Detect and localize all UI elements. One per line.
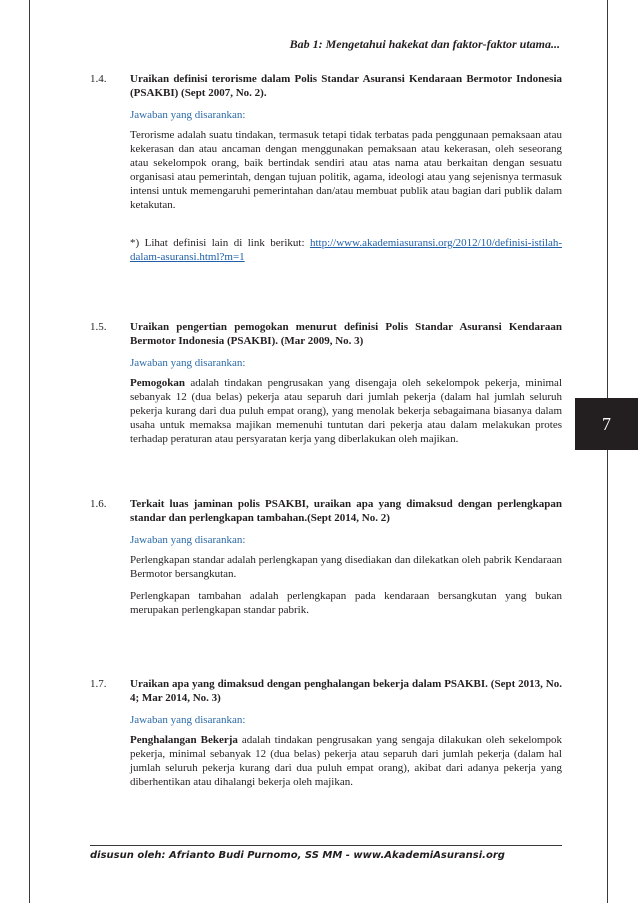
- question-1-5: [90, 320, 562, 446]
- question-title: Terkait luas jaminan polis PSAKBI, uraikan apa yang dimaksud dengan perlengkapan standar dan perlengkapan tambahan.(Sept 2014, No. 2): [130, 498, 562, 524]
- question-1-7: [90, 677, 562, 789]
- answer-label: Jawaban yang disarankan:: [130, 714, 246, 726]
- question-number: 1.6.: [90, 498, 107, 510]
- question-title: Uraikan pengertian pemogokan menurut definisi Polis Standar Asuransi Kendaraan Bermotor Indonesia (PSAKBI). (Mar 2009, No. 3): [130, 321, 562, 347]
- question-number: 1.7.: [90, 678, 107, 690]
- footer-credit: disusun oleh: Afrianto Budi Purnomo, SS MM - www.AkademiAsuransi.org: [90, 850, 505, 861]
- reference-link[interactable]: http://www.akademiasuransi.org/2012/10/definisi-istilah-dalam-asuransi.html?m=1: [130, 237, 562, 263]
- answer-paragraph: [130, 376, 562, 446]
- answer-label: Jawaban yang disarankan:: [130, 357, 246, 369]
- reference-note: [130, 236, 562, 264]
- question-1-4: [90, 72, 562, 264]
- chapter-tab: 7: [575, 398, 638, 450]
- answer-paragraph: Terorisme adalah suatu tindakan, termasuk tetapi tidak terbatas pada penggunaan pemaksaan atau kekerasan dan atau ancaman dengan menggunakan pemaksaan atau kekerasan, oleh seseorang atau sekelompok orang, baik bertindak sendiri atau atas nama atau berkaitan dengan sesuatu organisasi atau pemerintah, dengan tujuan politik, agama, ideologi atau yang sejenisnya termasuk intensi untuk memengaruhi pemerintahan dan/atau membuat publik atau bagian dari publik dalam ketakutan.: [130, 129, 562, 211]
- question-title: Uraikan apa yang dimaksud dengan penghalangan bekerja dalam PSAKBI. (Sept 2013, No. 4; Mar 2014, No. 3): [130, 678, 562, 704]
- answer-paragraph-1: Perlengkapan standar adalah perlengkapan yang disediakan dan dilekatkan oleh pabrik Kendaraan Bermotor bersangkutan.: [130, 554, 562, 580]
- running-header: Bab 1: Mengetahui hakekat dan faktor-faktor utama...: [289, 37, 560, 51]
- question-title: Uraikan definisi terorisme dalam Polis Standar Asuransi Kendaraan Bermotor Indonesia (PSAKBI) (Sept 2007, No. 2).: [130, 73, 562, 99]
- definition-text: adalah tindakan pengrusakan yang disengaja oleh sekelompok pekerja, minimal sebanyak 12 (dua belas) pekerja atau separuh dari jumlah pekerja (dalam hal jumlah seluruh pekerja kurang dari dua puluh empat orang), yang menolak bekerja sebagaimana biasanya dalam usaha untuk memaksa majikan memenuhi tuntutan dari pekerja atau dalam melakukan protes terhadap peraturan atau persyaratan kerja yang diberlakukan oleh majikan.: [130, 377, 562, 445]
- note-prefix: *) Lihat definisi lain di link berikut:: [130, 237, 310, 249]
- term: Penghalangan Bekerja: [130, 734, 238, 746]
- question-number: 1.5.: [90, 321, 107, 333]
- footer-divider: [90, 845, 562, 846]
- answer-paragraph-2: Perlengkapan tambahan adalah perlengkapan pada kendaraan bersangkutan yang bukan merupakan perlengkapan standar pabrik.: [130, 590, 562, 616]
- question-1-6: [90, 497, 562, 617]
- answer-paragraph: [130, 733, 562, 789]
- term: Pemogokan: [130, 377, 185, 389]
- answer-label: Jawaban yang disarankan:: [130, 109, 246, 121]
- definition-text: adalah tindakan pengrusakan yang sengaja dilakukan oleh sekelompok pekerja, minimal sebanyak 12 (dua belas) pekerja atau separuh dari jumlah pekerja (dalam hal jumlah seluruh pekerja kurang dari dua puluh empat orang), akibat dari adanya pekerja yang diberhentikan atau dihalangi bekerja oleh majikan.: [130, 734, 562, 788]
- answer-label: Jawaban yang disarankan:: [130, 534, 246, 546]
- question-number: 1.4.: [90, 73, 107, 85]
